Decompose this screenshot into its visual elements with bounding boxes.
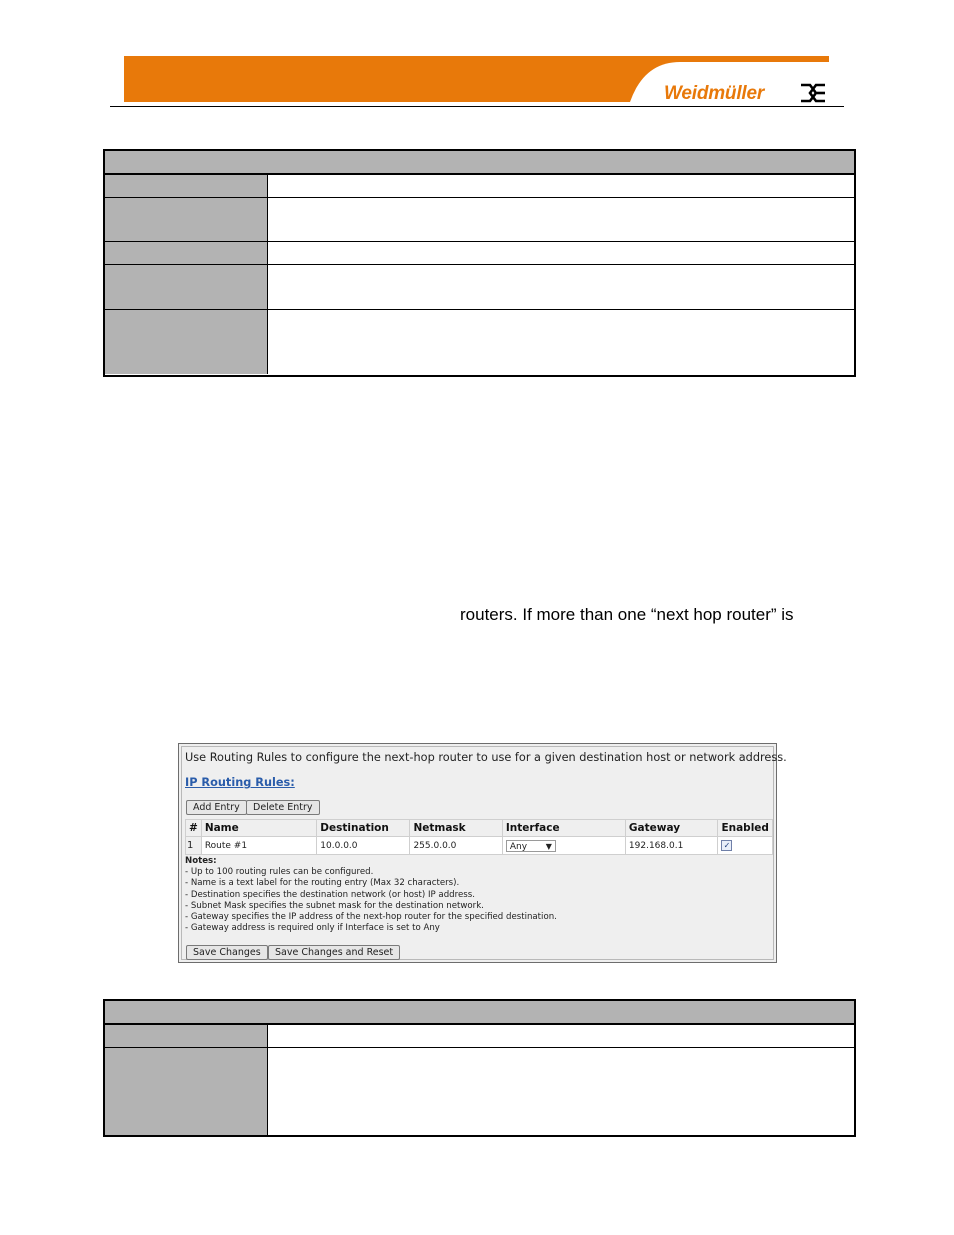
- header-rule: [110, 106, 844, 107]
- col-enabled: Enabled: [718, 820, 773, 837]
- brand-mark-icon: [800, 82, 826, 104]
- chevron-down-icon: ▼: [545, 841, 552, 851]
- table-header-row: [186, 820, 773, 837]
- table-row: [105, 242, 854, 265]
- enabled-cell: [718, 837, 773, 855]
- note-line: - Name is a text label for the routing entry (Max 32 characters).: [185, 878, 460, 889]
- notes-title: Notes:: [185, 856, 217, 866]
- note-line: - Up to 100 routing rules can be configured.: [185, 867, 374, 878]
- interface-cell: [502, 837, 625, 855]
- table-row: [105, 198, 854, 242]
- netmask-field[interactable]: 255.0.0.0: [410, 837, 502, 855]
- col-num: #: [186, 820, 202, 837]
- add-entry-button[interactable]: Add Entry: [186, 800, 247, 815]
- col-destination: Destination: [317, 820, 410, 837]
- table-header: [105, 151, 854, 175]
- delete-entry-button[interactable]: Delete Entry: [246, 800, 320, 815]
- destination-field[interactable]: 10.0.0.0: [317, 837, 410, 855]
- table-row: [105, 175, 854, 198]
- enabled-checkbox[interactable]: ✓: [721, 840, 732, 851]
- intro-text: Use Routing Rules to configure the next-hop router to use for a given destination host or network address.: [185, 751, 787, 764]
- table-row: [186, 837, 773, 855]
- table-header: [105, 1001, 854, 1025]
- col-name: Name: [201, 820, 316, 837]
- routing-rules-screenshot: [178, 743, 787, 963]
- col-netmask: Netmask: [410, 820, 502, 837]
- table-row: [105, 1048, 854, 1135]
- row-number: 1: [186, 837, 202, 855]
- name-field[interactable]: Route #1: [201, 837, 316, 855]
- ip-routing-rules-title[interactable]: IP Routing Rules:: [185, 776, 295, 789]
- table-row: [105, 310, 854, 374]
- save-changes-button[interactable]: Save Changes: [186, 945, 268, 960]
- brand-logo: Weidmüller: [664, 83, 765, 104]
- note-line: - Gateway address is required only if Interface is set to Any: [185, 923, 440, 934]
- note-line: - Subnet Mask specifies the subnet mask for the destination network.: [185, 900, 484, 911]
- gateway-field[interactable]: 192.168.0.1: [625, 837, 718, 855]
- table-row: [105, 1025, 854, 1048]
- interface-value: Any: [509, 841, 528, 852]
- body-text: routers. If more than one “next hop router” is: [460, 605, 794, 624]
- col-gateway: Gateway: [625, 820, 718, 837]
- table-row: [105, 265, 854, 310]
- col-interface: Interface: [502, 820, 625, 837]
- routing-table: [185, 819, 773, 855]
- parameter-table-2: [103, 999, 856, 1137]
- notes: [185, 856, 557, 934]
- note-line: - Destination specifies the destination network (or host) IP address.: [185, 889, 475, 900]
- note-line: - Gateway specifies the IP address of the next-hop router for the specified destination.: [185, 912, 557, 923]
- parameter-table-1: [103, 149, 856, 377]
- save-changes-reset-button[interactable]: Save Changes and Reset: [268, 945, 400, 960]
- interface-select[interactable]: [506, 840, 556, 852]
